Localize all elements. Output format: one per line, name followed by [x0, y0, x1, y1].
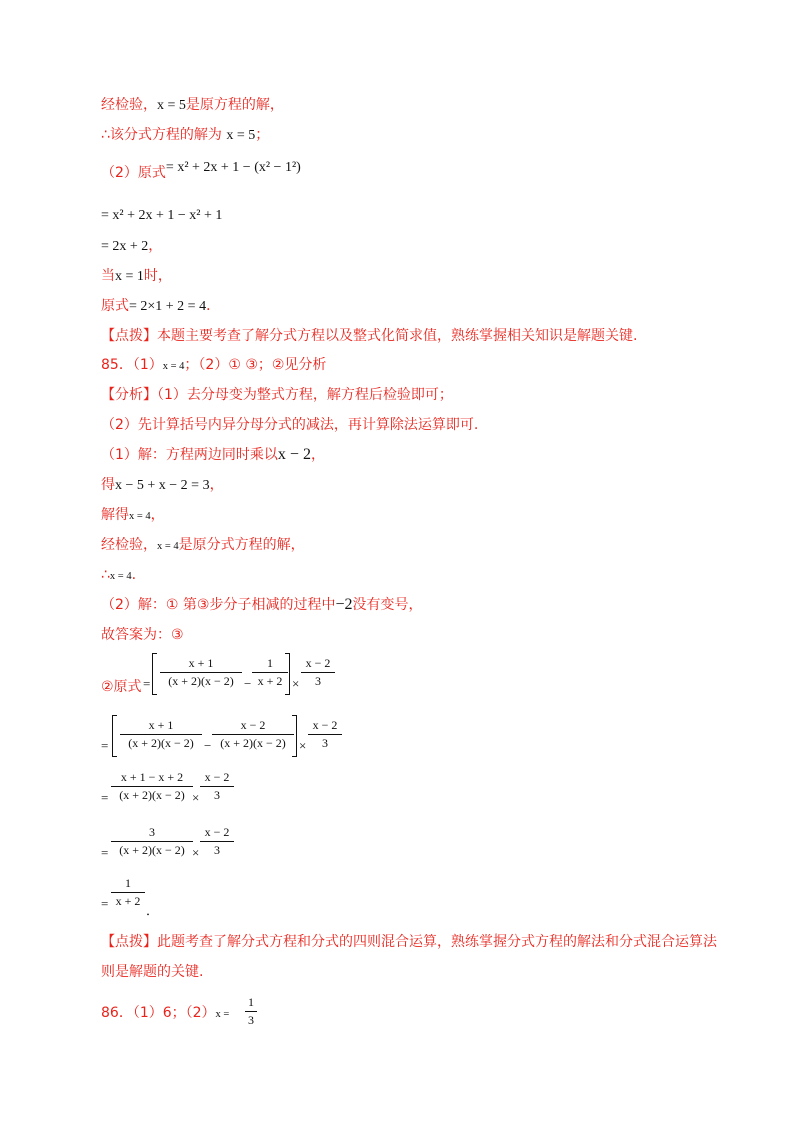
minus-sign: −	[204, 738, 212, 753]
tip-paragraph-2-cont: 则是解题的关键.	[101, 964, 204, 980]
fraction: x + 1 (x + 2)(x − 2)	[120, 718, 202, 751]
times-sign: ×	[299, 738, 307, 753]
fraction: 3 (x + 2)(x − 2)	[111, 825, 193, 858]
tip-paragraph-1: 【点拨】本题主要考查了解分式方程以及整式化简求值，熟练掌握相关知识是解题关键.	[101, 328, 638, 344]
left-bracket	[152, 653, 157, 695]
period: ．	[146, 903, 160, 918]
times-sign: ×	[192, 845, 200, 860]
line-7: 原式= 2×1 + 2 = 4．	[101, 298, 221, 314]
line-5: = 2x + 2，	[101, 238, 163, 254]
solution-line-1: （1）解：方程两边同时乘以x − 2，	[101, 446, 325, 463]
equals-sign: =	[101, 845, 109, 860]
left-bracket	[112, 715, 117, 757]
fraction: x − 2 3	[200, 770, 234, 803]
fraction: 1 3	[245, 995, 257, 1028]
answer-86: 86．（1）6；（2）x =	[101, 1005, 230, 1021]
solution-line-3: 解得x = 4，	[101, 507, 165, 523]
line-1: 经检验，x = 5是原方程的解，	[101, 97, 284, 113]
analysis-line-2: （2）先计算括号内异分母分式的减法，再计算除法运算即可.	[101, 417, 479, 433]
fraction: 1 x + 2	[252, 656, 288, 689]
solution-line-5: ∴x = 4.	[101, 567, 137, 583]
fraction: x + 1 (x + 2)(x − 2)	[160, 656, 242, 689]
times-sign: ×	[192, 790, 200, 805]
line-3: （2）原式= x² + 2x + 1 − (x² − 1²)	[101, 160, 301, 181]
line-4: = x² + 2x + 1 − x² + 1	[101, 208, 223, 223]
line-6: 当x = 1时，	[101, 268, 172, 284]
solution-line-2: 得x − 5 + x − 2 = 3，	[101, 477, 224, 493]
fraction: x + 1 − x + 2 (x + 2)(x − 2)	[111, 770, 193, 803]
right-bracket	[292, 715, 297, 757]
step-0-label: ②原式	[101, 679, 142, 695]
answer-85: 85．（1）x = 4；（2）① ③；②见分析	[101, 357, 327, 373]
fraction: x − 2 (x + 2)(x − 2)	[212, 718, 294, 751]
answer-label: 故答案为：③	[101, 627, 184, 643]
tip-paragraph-2: 【点拨】此题考查了解分式方程和分式的四则混合运算，熟练掌握分式方程的解法和分式混合运算法	[101, 934, 717, 950]
equals-sign: =	[143, 676, 151, 691]
equals-sign: =	[101, 896, 109, 911]
analysis-line-1: 【分析】（1）去分母变为整式方程，解方程后检验即可；	[101, 387, 453, 403]
equals-sign: =	[101, 738, 109, 753]
line-2: ∴该分式方程的解为 x = 5；	[101, 127, 270, 143]
solution-line-6: （2）解：① 第③步分子相减的过程中−2没有变号，	[101, 596, 423, 613]
solution-line-4: 经检验，x = 4是原分式方程的解，	[101, 537, 305, 553]
fraction: x − 2 3	[308, 718, 342, 751]
equals-sign: =	[101, 790, 109, 805]
fraction: x − 2 3	[200, 825, 234, 858]
times-sign: ×	[292, 676, 300, 691]
minus-sign: −	[244, 676, 252, 691]
fraction: x − 2 3	[301, 656, 335, 689]
fraction: 1 x + 2	[111, 876, 145, 909]
right-bracket	[285, 653, 290, 695]
